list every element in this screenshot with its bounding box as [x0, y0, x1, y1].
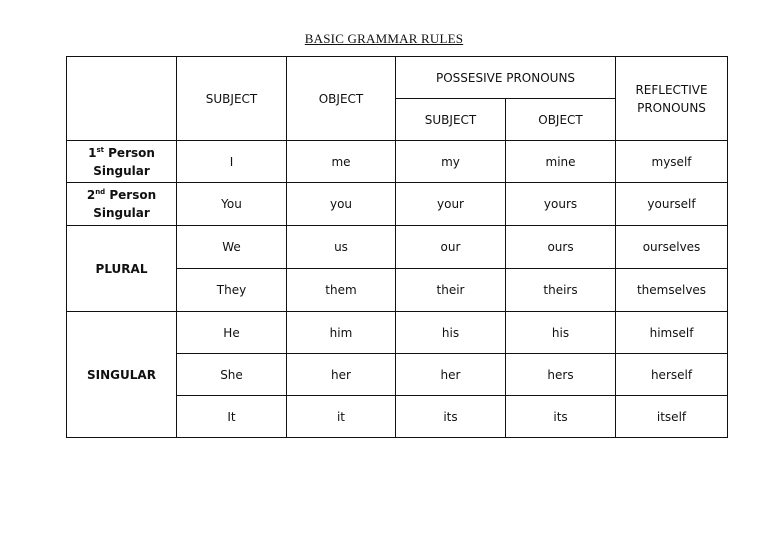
cell-object: her — [287, 354, 396, 396]
cell-possessive-object: hers — [506, 354, 616, 396]
cell-possessive-subject: our — [396, 226, 506, 269]
second-person-word: Person — [105, 188, 157, 202]
cell-possessive-object: theirs — [506, 269, 616, 312]
header-possessive-object: OBJECT — [506, 99, 616, 141]
header-possessive-subject: SUBJECT — [396, 99, 506, 141]
header-subject: SUBJECT — [177, 57, 287, 141]
row-label-second-person-singular — [67, 183, 177, 226]
cell-possessive-object: its — [506, 396, 616, 438]
row-label-plural: PLURAL — [67, 226, 177, 312]
cell-subject: We — [177, 226, 287, 269]
cell-object: them — [287, 269, 396, 312]
row-label-first-person-singular — [67, 141, 177, 183]
cell-possessive-object: mine — [506, 141, 616, 183]
cell-possessive-object: his — [506, 312, 616, 354]
first-person-suffix: st — [96, 145, 104, 154]
cell-possessive-subject: my — [396, 141, 506, 183]
corner-header-cell — [67, 57, 177, 141]
header-reflective-line1: REFLECTIVE — [635, 82, 708, 97]
cell-reflective: myself — [616, 141, 728, 183]
cell-possessive-object: ours — [506, 226, 616, 269]
cell-reflective: ourselves — [616, 226, 728, 269]
cell-possessive-subject: their — [396, 269, 506, 312]
cell-subject: They — [177, 269, 287, 312]
cell-reflective: yourself — [616, 183, 728, 226]
first-person-number: 1 — [88, 145, 97, 160]
first-person-word: Person — [103, 145, 155, 160]
header-possessive-pronouns: POSSESIVE PRONOUNS — [396, 57, 616, 99]
cell-subject: It — [177, 396, 287, 438]
cell-object: him — [287, 312, 396, 354]
first-person-singular-word: Singular — [93, 163, 150, 178]
cell-reflective: herself — [616, 354, 728, 396]
second-person-singular-word: Singular — [93, 206, 150, 220]
row-label-singular: SINGULAR — [67, 312, 177, 438]
grammar-table — [66, 56, 728, 438]
cell-subject: He — [177, 312, 287, 354]
cell-reflective: itself — [616, 396, 728, 438]
cell-subject: She — [177, 354, 287, 396]
second-person-suffix: nd — [95, 188, 106, 196]
cell-object: us — [287, 226, 396, 269]
cell-possessive-subject: his — [396, 312, 506, 354]
cell-reflective: himself — [616, 312, 728, 354]
cell-possessive-subject: its — [396, 396, 506, 438]
second-person-number: 2 — [86, 188, 96, 202]
cell-possessive-object: yours — [506, 183, 616, 226]
header-reflective-line2: PRONOUNS — [637, 100, 706, 115]
cell-object: you — [287, 183, 396, 226]
cell-possessive-subject: her — [396, 354, 506, 396]
cell-possessive-subject: your — [396, 183, 506, 226]
cell-object: it — [287, 396, 396, 438]
document-title: BASIC GRAMMAR RULES — [304, 31, 464, 46]
cell-object: me — [287, 141, 396, 183]
cell-subject: You — [177, 183, 287, 226]
cell-subject: I — [177, 141, 287, 183]
cell-reflective: themselves — [616, 269, 728, 312]
header-object: OBJECT — [287, 57, 396, 141]
header-reflective-pronouns — [616, 57, 728, 141]
